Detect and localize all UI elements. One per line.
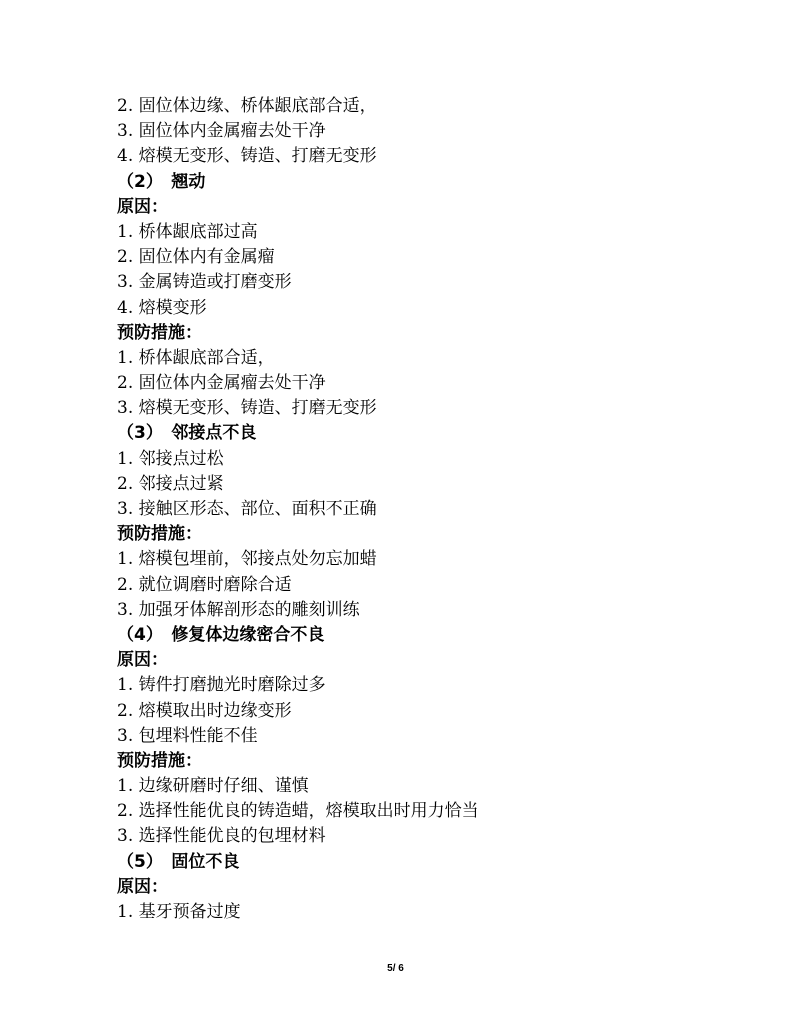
list-item: 1. 桥体龈底部合适， — [117, 347, 275, 368]
list-item: 2. 固位体内金属瘤去处干净 — [117, 373, 326, 394]
document-body — [117, 94, 717, 925]
list-item: 2. 选择性能优良的铸造蜡，熔模取出时用力恰当 — [117, 801, 479, 822]
section-heading: 预防措施： — [117, 750, 202, 771]
list-item: 2. 固位体边缘、桥体龈底部合适， — [117, 96, 377, 116]
list-item: 2. 邻接点过紧 — [117, 473, 224, 494]
list-item: 3. 选择性能优良的包埋材料 — [117, 826, 326, 847]
list-item: 4. 熔模无变形、铸造、打磨无变形 — [117, 146, 377, 167]
list-item: 1. 邻接点过松 — [117, 448, 224, 469]
list-item: 1. 边缘研磨时仔细、谨慎 — [117, 776, 309, 797]
list-item: 2. 就位调磨时磨除合适 — [117, 574, 292, 595]
list-item: 3. 包埋料性能不佳 — [117, 725, 258, 746]
section-heading: （5） 固位不良 — [117, 851, 240, 872]
section-heading: 原因： — [117, 876, 168, 897]
section-heading: （3） 邻接点不良 — [117, 423, 257, 444]
list-item: 1. 铸件打磨抛光时磨除过多 — [117, 675, 326, 696]
list-item: 3. 接触区形态、部位、面积不正确 — [117, 499, 377, 519]
list-item: 3. 熔模无变形、铸造、打磨无变形 — [117, 398, 377, 419]
list-item: 1. 基牙预备过度 — [117, 902, 241, 922]
section-heading: （2） 翘动 — [117, 171, 206, 192]
section-heading: 原因： — [117, 650, 168, 671]
list-item: 3. 金属铸造或打磨变形 — [117, 272, 292, 293]
page-number: 5/ 6 — [387, 963, 404, 974]
section-heading: 预防措施： — [117, 524, 202, 545]
section-heading: 预防措施： — [117, 322, 202, 343]
list-item: 3. 固位体内金属瘤去处干净 — [117, 121, 326, 142]
list-item: 1. 熔模包埋前，邻接点处勿忘加蜡 — [117, 549, 377, 570]
list-item: 2. 固位体内有金属瘤 — [117, 247, 275, 268]
section-heading: 原因： — [117, 196, 168, 217]
list-item: 1. 桥体龈底部过高 — [117, 221, 258, 242]
list-item: 3. 加强牙体解剖形态的雕刻训练 — [117, 599, 360, 620]
list-item: 4. 熔模变形 — [117, 297, 207, 318]
list-item: 2. 熔模取出时边缘变形 — [117, 700, 292, 721]
section-heading: （4） 修复体边缘密合不良 — [117, 624, 325, 645]
